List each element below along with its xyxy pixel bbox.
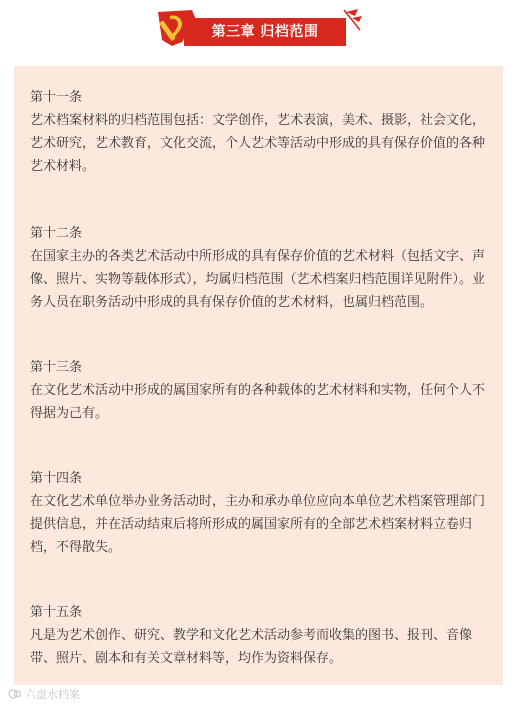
article-15 — [30, 601, 487, 670]
article-14 — [30, 467, 487, 559]
article-body: 在文化艺术单位举办业务活动时，主办和承办单位应向本单位艺术档案管理部门提供信息，并在活动结束后将所形成的属国家所有的全部艺术档案材料立卷归档，不得散失。 — [30, 494, 486, 555]
article-body: 在文化艺术活动中形成的属国家所有的各种载体的艺术材料和实物，任何个人不得据为己有。 — [30, 383, 486, 421]
article-body: 在国家主办的各类艺术活动中所形成的具有保存价值的艺术材料（包括文字、声像、照片、实物等载体形式），均属归档范围（艺术档案归档范围详见附件）。业务人员在职务活动中形成的具有保存价值的艺术材料，也属归档范围。 — [30, 249, 486, 310]
article-11 — [30, 86, 487, 178]
article-heading: 第十二条 — [30, 226, 83, 241]
article-12 — [30, 222, 487, 314]
watermark-text: 六盘水档案 — [25, 688, 80, 701]
watermark — [8, 686, 80, 702]
article-heading: 第十一条 — [30, 90, 83, 105]
chapter-title: 第三章 归档范围 — [184, 18, 346, 46]
article-body: 艺术档案材料的归档范围包括：文学创作，艺术表演，美术、摄影，社会文化，艺术研究，艺术教育，文化交流，个人艺术等活动中形成的具有保存价值的各种艺术材料。 — [30, 113, 486, 174]
article-heading: 第十三条 — [30, 360, 83, 375]
article-heading: 第十五条 — [30, 605, 83, 620]
article-13 — [30, 356, 487, 425]
regulation-content — [14, 66, 503, 685]
article-body: 凡是为艺术创作、研究、教学和文化艺术活动参考而收集的图书、报刊、音像带、照片、剧本和有关文章材料等，均作为资料保存。 — [30, 628, 473, 666]
watermark-logo-icon — [8, 688, 22, 700]
page-header — [0, 0, 516, 62]
article-heading: 第十四条 — [30, 471, 83, 486]
